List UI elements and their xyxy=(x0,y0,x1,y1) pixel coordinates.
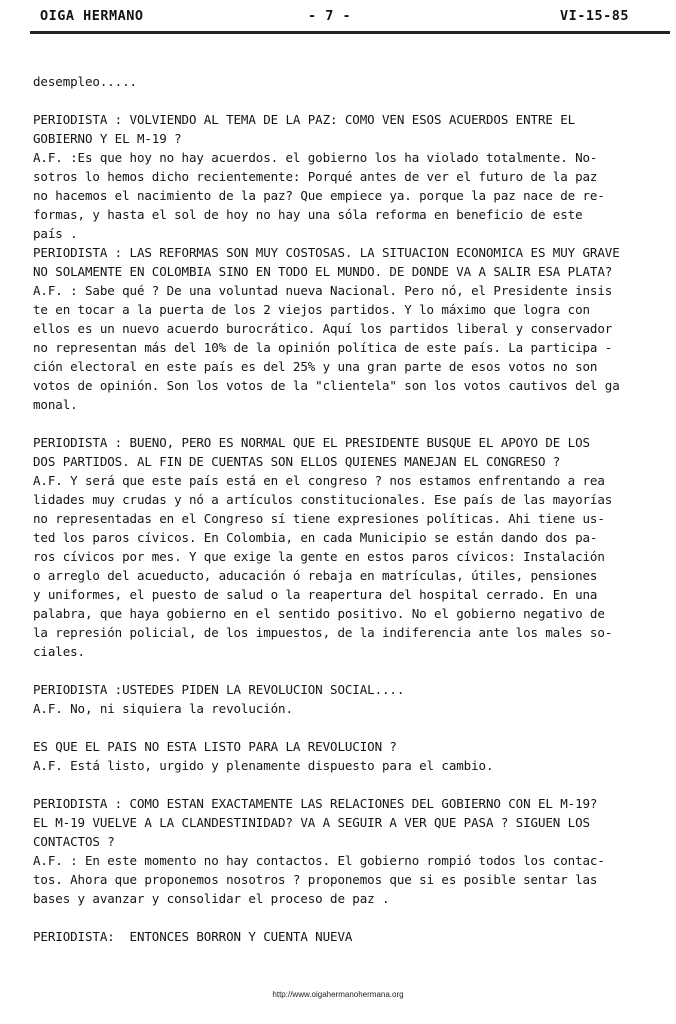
text-line: DOS PARTIDOS. AL FIN DE CUENTAS SON ELLOS QUIENES MANEJAN EL CONGRESO ? xyxy=(33,454,561,469)
text-line: o arreglo del acueducto, aducación ó rebaja en matrículas, útiles, pensiones xyxy=(33,568,598,583)
text-line: ted los paros cívicos. En Colombia, en cada Municipio se están dando dos pa- xyxy=(33,530,598,545)
text-line: A.F. :Es que hoy no hay acuerdos. el gobierno los ha violado totalmente. No- xyxy=(33,150,598,165)
footer-url[interactable]: http://www.oigahermanohermana.org xyxy=(272,990,404,999)
text-line: PERIODISTA : COMO ESTAN EXACTAMENTE LAS RELACIONES DEL GOBIERNO CON EL M-19? xyxy=(33,796,598,811)
text-line: ros cívicos por mes. Y que exige la gente en estos paros cívicos: Instalación xyxy=(33,549,605,564)
publication-title: OIGA HERMANO xyxy=(40,8,144,24)
text-line: A.F. No, ni siquiera la revolución. xyxy=(33,701,293,716)
page-header xyxy=(0,0,676,40)
text-line: país . xyxy=(33,226,78,241)
text-line: ES QUE EL PAIS NO ESTA LISTO PARA LA REVOLUCION ? xyxy=(33,739,397,754)
text-line: A.F. : En este momento no hay contactos. El gobierno rompió todos los contac- xyxy=(33,853,605,868)
blank-line xyxy=(33,775,648,794)
text-line: ciales. xyxy=(33,644,85,659)
text-line: no representan más del 10% de la opinión política de este país. La participa - xyxy=(33,340,613,355)
text-line: sotros lo hemos dicho recientemente: Porqué antes de ver el futuro de la paz xyxy=(33,169,598,184)
text-line: A.F. Está listo, urgido y plenamente dispuesto para el cambio. xyxy=(33,758,494,773)
text-line: GOBIERNO Y EL M-19 ? xyxy=(33,131,182,146)
page-number: - 7 - xyxy=(308,8,352,24)
text-line: monal. xyxy=(33,397,78,412)
text-line: NO SOLAMENTE EN COLOMBIA SINO EN TODO EL MUNDO. DE DONDE VA A SALIR ESA PLATA? xyxy=(33,264,613,279)
text-line: palabra, que haya gobierno en el sentido positivo. No el gobierno negativo de xyxy=(33,606,605,621)
text-line: y uniformes, el puesto de salud o la reapertura del hospital cerrado. En una xyxy=(33,587,598,602)
blank-line xyxy=(33,414,648,433)
text-line: CONTACTOS ? xyxy=(33,834,115,849)
text-line: ción electoral en este país es del 25% y una gran parte de esos votos no son xyxy=(33,359,598,374)
text-line: EL M-19 VUELVE A LA CLANDESTINIDAD? VA A SEGUIR A VER QUE PASA ? SIGUEN LOS xyxy=(33,815,590,830)
text-line: A.F. : Sabe qué ? De una voluntad nueva Nacional. Pero nó, el Presidente insis xyxy=(33,283,613,298)
text-line: PERIODISTA : BUENO, PERO ES NORMAL QUE EL PRESIDENTE BUSQUE EL APOYO DE LOS xyxy=(33,435,590,450)
issue-date: VI-15-85 xyxy=(560,8,630,24)
text-line: PERIODISTA : VOLVIENDO AL TEMA DE LA PAZ: COMO VEN ESOS ACUERDOS ENTRE EL xyxy=(33,112,576,127)
text-line: bases y avanzar y consolidar el proceso de paz . xyxy=(33,891,390,906)
text-line: votos de opinión. Son los votos de la "clientela" son los votos cautivos del ga xyxy=(33,378,620,393)
text-line: no hacemos el nacimiento de la paz? Que empiece ya. porque la paz nace de re- xyxy=(33,188,605,203)
blank-line xyxy=(33,908,648,927)
text-line: formas, y hasta el sol de hoy no hay una sóla reforma en beneficio de este xyxy=(33,207,583,222)
blank-line xyxy=(33,91,648,110)
text-line: PERIODISTA :USTEDES PIDEN LA REVOLUCION SOCIAL.... xyxy=(33,682,405,697)
text-line: desempleo..... xyxy=(33,74,137,89)
interview-text xyxy=(33,72,648,946)
header-rule xyxy=(30,31,670,34)
text-line: tos. Ahora que proponemos nosotros ? proponemos que si es posible sentar las xyxy=(33,872,598,887)
text-line: te en tocar a la puerta de los 2 viejos partidos. Y lo máximo que logra con xyxy=(33,302,590,317)
text-line: A.F. Y será que este país está en el congreso ? nos estamos enfrentando a rea xyxy=(33,473,605,488)
text-line: ellos es un nuevo acuerdo burocrático. Aquí los partidos liberal y conservador xyxy=(33,321,613,336)
text-line: lidades muy crudas y nó a artículos constitucionales. Ese país de las mayorías xyxy=(33,492,613,507)
text-line: no representadas en el Congreso sí tiene expresiones políticas. Ahi tiene us- xyxy=(33,511,605,526)
text-line: PERIODISTA : LAS REFORMAS SON MUY COSTOSAS. LA SITUACION ECONOMICA ES MUY GRAVE xyxy=(33,245,620,260)
text-line: la represión policial, de los impuestos, de la indiferencia ante los males so- xyxy=(33,625,613,640)
blank-line xyxy=(33,718,648,737)
blank-line xyxy=(33,661,648,680)
text-line: PERIODISTA: ENTONCES BORRON Y CUENTA NUEVA xyxy=(33,929,353,944)
